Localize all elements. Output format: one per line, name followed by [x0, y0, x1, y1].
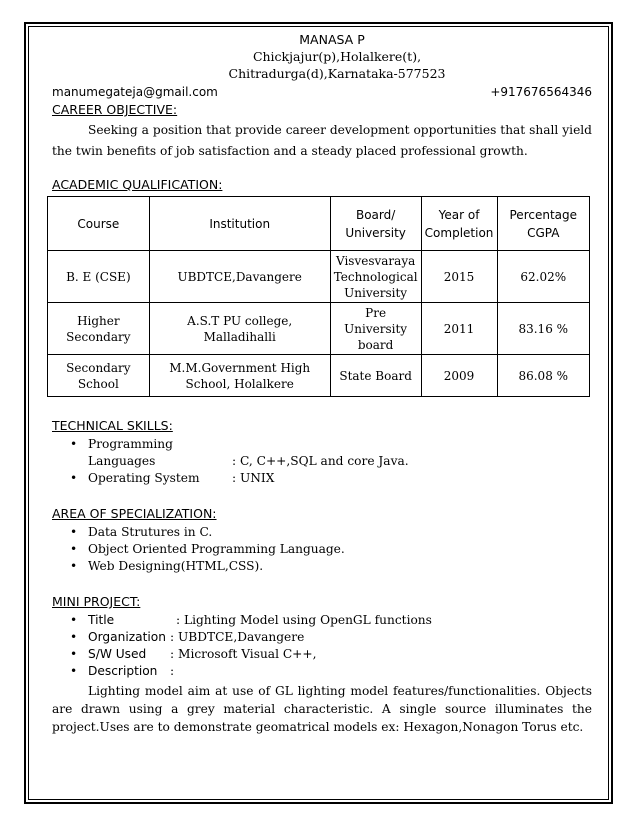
project-desc-label: Description [88, 664, 158, 678]
address-line-2: Chitradurga(d),Karnataka-577523 [228, 66, 446, 81]
academic-heading: ACADEMIC QUALIFICATION: [52, 177, 223, 192]
col-percentage: Percentage CGPA [497, 197, 589, 251]
percentage-cell: 83.16 % [497, 303, 589, 355]
project-title-value: : Lighting Model using OpenGL functions [176, 613, 432, 627]
list-item: • Object Oriented Programming Language. [88, 541, 592, 558]
phone-number: +917676564346 [490, 85, 592, 99]
list-item [88, 612, 592, 629]
skill-label: Operating System [88, 471, 200, 485]
career-objective-heading: CAREER OBJECTIVE: [52, 102, 178, 117]
specialization-heading: AREA OF SPECIALIZATION: [52, 506, 217, 521]
board-cell: State Board [330, 355, 421, 397]
address-line-1: Chickjajur(p),Holalkere(t), [252, 49, 422, 64]
project-sw-label: S/W Used [88, 647, 147, 661]
table-row [48, 355, 590, 397]
course-cell: Secondary School [48, 355, 150, 397]
col-board: Board/ University [330, 197, 421, 251]
skill-value: : C, C++,SQL and core Java. [232, 454, 409, 468]
project-details-list [52, 612, 592, 680]
percentage-cell: 86.08 % [497, 355, 589, 397]
career-objective-text: Seeking a position that provide career development opportunities that shall yield the twin benefits of job satisfaction and a steady placed professional growth. [52, 123, 592, 158]
contact-row [52, 84, 592, 101]
list-item [88, 470, 592, 487]
specialization-list [52, 524, 592, 575]
col-year: Year of Completion [421, 197, 497, 251]
institution-cell: UBDTCE,Davangere [149, 251, 330, 303]
col-institution: Institution [149, 197, 330, 251]
course-cell: Higher Secondary [48, 303, 150, 355]
institution-cell: M.M.Government High School, Holalkere [149, 355, 330, 397]
col-course: Course [48, 197, 150, 251]
project-org-label: Organization [88, 630, 166, 644]
list-item [88, 629, 592, 646]
list-item: • Data Strutures in C. [88, 524, 592, 541]
project-sw-value: : Microsoft Visual C++, [170, 647, 317, 661]
academic-table [47, 196, 590, 397]
technical-skills-list [52, 436, 592, 487]
board-cell: Pre University board [330, 303, 421, 355]
board-cell: Visvesvaraya Technological University [330, 251, 421, 303]
project-desc-colon: : [170, 664, 175, 678]
year-cell: 2009 [421, 355, 497, 397]
technical-skills-heading: TECHNICAL SKILLS: [52, 418, 173, 433]
year-cell: 2011 [421, 303, 497, 355]
list-item [88, 646, 592, 663]
list-item [88, 663, 592, 680]
institution-cell: A.S.T PU college, Malladihalli [149, 303, 330, 355]
project-description: Lighting model aim at use of GL lighting model features/functionalities. Objects are drawn using a grey material characteristic. A single source illuminates the project.Uses are to demonstrate geomatrical models ex: Hexagon,Nonagon Torus etc. [52, 684, 592, 734]
percentage-cell: 62.02% [497, 251, 589, 303]
table-row [48, 303, 590, 355]
skill-value: : UNIX [232, 471, 275, 485]
project-title-label: Title [88, 613, 115, 627]
resume-content [52, 32, 592, 736]
project-org-value: : UBDTCE,Davangere [170, 630, 305, 644]
academic-table-header [48, 197, 590, 251]
list-item: • Web Designing(HTML,CSS). [88, 558, 592, 575]
year-cell: 2015 [421, 251, 497, 303]
mini-project-heading: MINI PROJECT: [52, 594, 141, 609]
table-row [48, 251, 590, 303]
list-item [88, 436, 592, 470]
course-cell: B. E (CSE) [48, 251, 150, 303]
skill-label: Programming Languages [88, 437, 173, 468]
applicant-name: MANASA P [299, 32, 365, 47]
email-address[interactable]: manumegateja@gmail.com [52, 85, 218, 99]
